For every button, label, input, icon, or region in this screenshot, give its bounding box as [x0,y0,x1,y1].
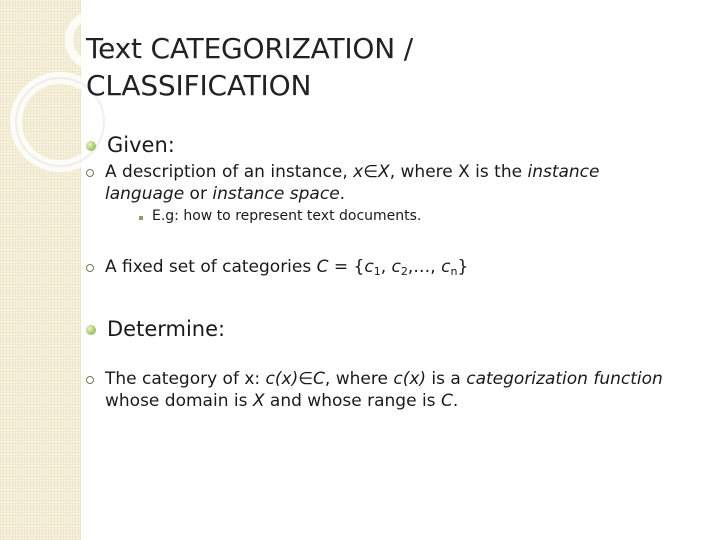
slide-sidebar [0,0,81,540]
given-label: Given: [107,133,175,157]
bullet-dot-icon [86,141,96,151]
title-line-1: Text CATEGORIZATION / [86,32,413,65]
ring-bullet-icon [86,376,94,384]
title-line-2: CLASSIFICATION [86,69,312,102]
determine-label: Determine: [107,317,226,341]
bullet-dot-icon [86,325,96,335]
slide-title [86,30,413,104]
category-text: The category of x: c(x)∈C, where c(x) is a categorization function whose domain is X and whose range is C. [105,369,663,411]
description-text: A description of an instance, x∈X, where X is the instance language or instance space. [105,162,600,204]
square-bullet-icon [139,216,143,220]
example-text: E.g: how to represent text documents. [152,208,422,224]
categories-text: A fixed set of categories $C = \{c_1$, $c_2,\dots$, $c_n$} [105,257,469,278]
ring-bullet-icon [86,169,94,177]
ring-bullet-icon [86,264,94,272]
